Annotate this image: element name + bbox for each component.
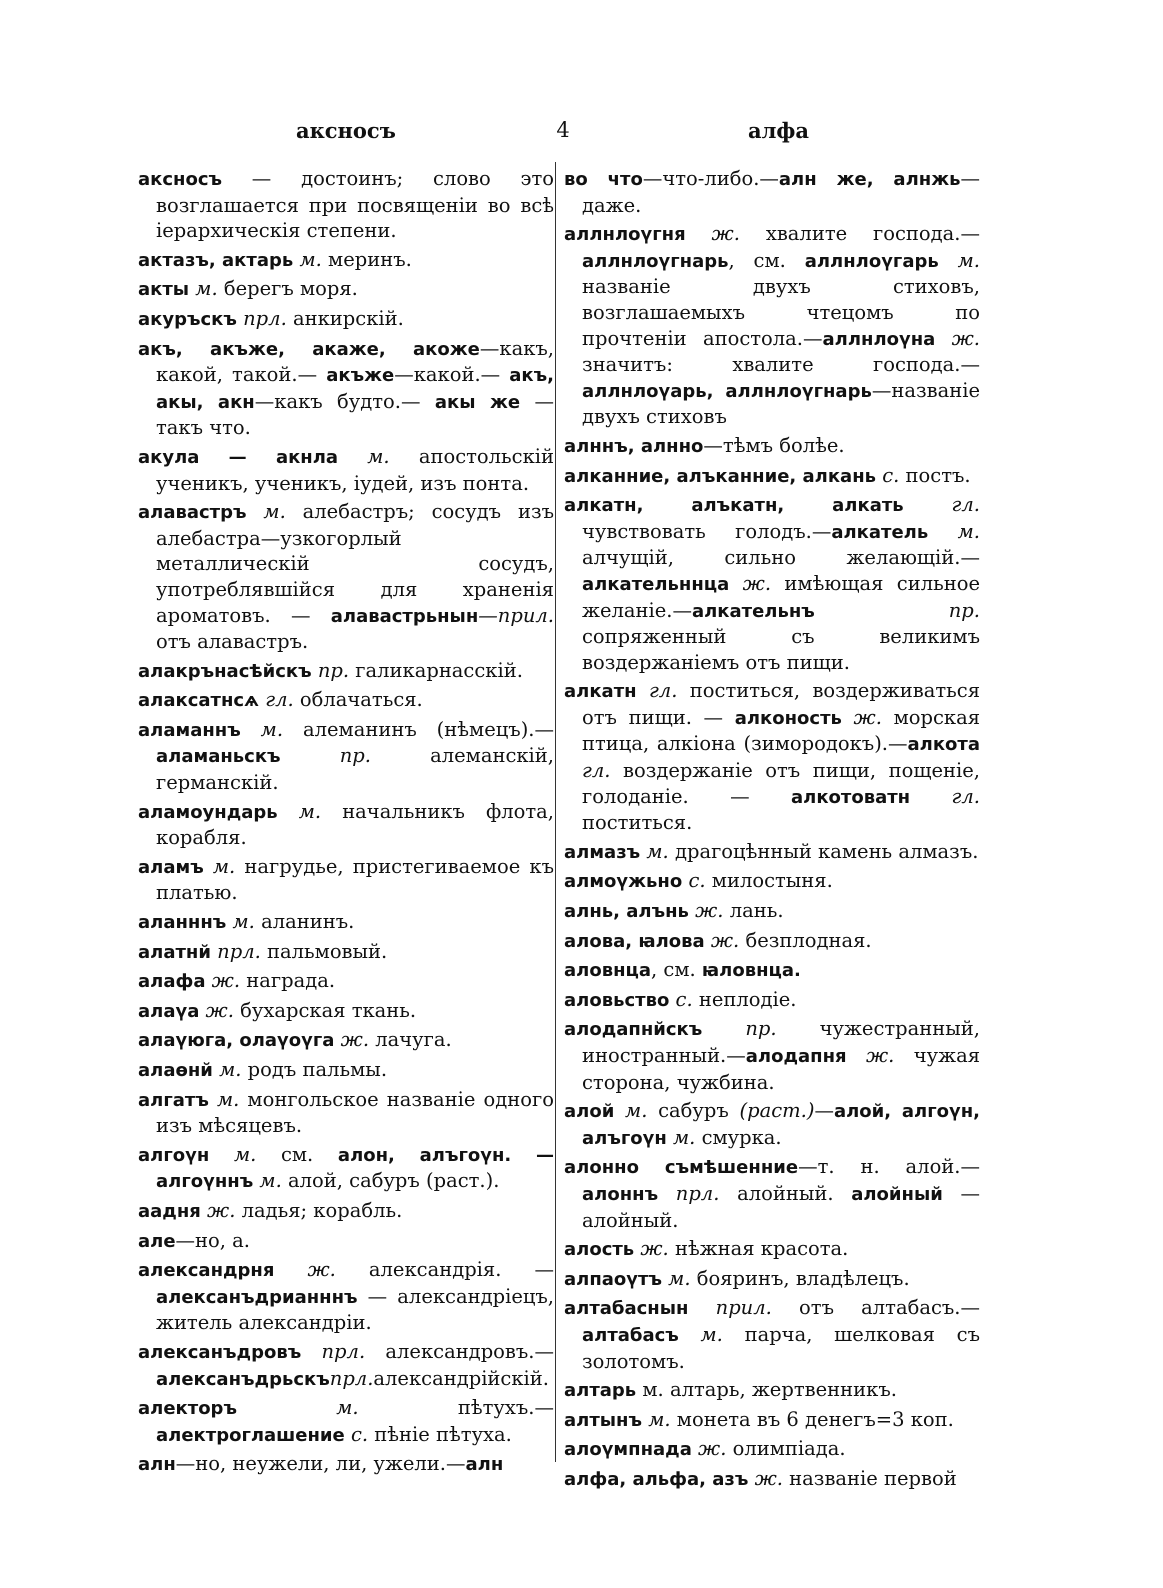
dictionary-entry xyxy=(564,1154,980,1233)
definition-text: алеманскій, германскій. xyxy=(156,744,554,795)
definition-text: поститься. xyxy=(582,811,693,835)
dictionary-entry xyxy=(564,987,980,1014)
headword: алатнй xyxy=(138,941,211,963)
grammar-label: ж. xyxy=(691,1437,727,1461)
definition-text: морская птица, алкіона (зимородокъ).— xyxy=(582,705,980,756)
definition-text: отъ алавастръ. xyxy=(156,630,309,654)
headword: алгоүн xyxy=(138,1144,210,1166)
headword: актазъ, актарь xyxy=(138,249,294,271)
grammar-label: ж. xyxy=(841,705,882,729)
headword: алексанъдрианннъ xyxy=(156,1286,358,1308)
grammar-label: м. xyxy=(212,1058,242,1081)
definition-text: пальмовый. xyxy=(260,939,388,963)
dictionary-entry xyxy=(138,1142,554,1195)
grammar-label: ж. xyxy=(334,1028,370,1052)
headword: алтабаснын xyxy=(564,1298,689,1320)
definition-text: александрійскій. xyxy=(373,1366,549,1390)
headword: алтарь xyxy=(564,1380,637,1402)
headword: алова, ꙗлова xyxy=(564,930,705,952)
definition-text: чужая сторона, чужбина. xyxy=(582,1044,980,1094)
definition-text: апостольскій ученикъ, ученикъ, іудей, изъ понта. xyxy=(156,444,554,495)
headword: алмоүжьно xyxy=(564,871,683,893)
grammar-label: ж. xyxy=(200,1198,236,1222)
definition-text: алебастръ; сосудъ изъ алебастра—узкогорлый металлическій сосудъ, употреблявшійся для храненія ароматовъ. — xyxy=(156,500,554,627)
dictionary-entry xyxy=(564,678,980,836)
definition-text: облачаться. xyxy=(293,688,423,712)
headword: алой, алгоүн, алъгоүн xyxy=(582,1101,980,1149)
headword: акъ, акъже, акаже, акоже xyxy=(138,338,480,360)
grammar-label: прл. xyxy=(329,1366,374,1390)
definition-text: , см. xyxy=(651,958,702,982)
definition-text: анкирскій. xyxy=(286,306,404,330)
headword: алфа, альфа, азъ xyxy=(564,1468,749,1490)
grammar-label: с. xyxy=(876,463,900,487)
headword: акты xyxy=(138,279,190,301)
headword: алексанъдровъ xyxy=(138,1341,302,1363)
dictionary-entry xyxy=(564,1466,980,1493)
dictionary-entry xyxy=(564,1436,980,1463)
headword: алн xyxy=(138,1454,176,1476)
headword: алн xyxy=(465,1454,504,1476)
grammar-label: м. xyxy=(293,247,322,271)
definition-text: олимпіада. xyxy=(726,1437,846,1461)
headword: аксносъ xyxy=(138,169,223,190)
page-number: 4 xyxy=(556,118,570,142)
definition-text: —какъ, какой, такой.— xyxy=(156,336,554,387)
grammar-label: гл. xyxy=(582,759,611,783)
definition-text: —тѣмъ болѣе. xyxy=(703,433,845,457)
right-column xyxy=(564,166,980,1496)
definition-text: поститься, воздерживаться отъ пищи. — xyxy=(582,679,981,729)
left-column xyxy=(138,166,554,1481)
grammar-label: ж. xyxy=(729,571,772,595)
definition-text: —какъ будто.— xyxy=(254,389,435,413)
grammar-label: м. xyxy=(928,519,980,543)
definition-text: названіе первой xyxy=(782,1466,957,1490)
headword: аллнлоүгнарь xyxy=(582,250,729,272)
headword: акула — акнла xyxy=(138,446,339,468)
definition-text: сабуръ xyxy=(647,1099,740,1123)
definition-text: неплодіе. xyxy=(692,987,797,1011)
headword: аллнлоүна xyxy=(822,328,936,350)
dictionary-entry xyxy=(564,868,980,895)
dictionary-entry xyxy=(564,1236,980,1263)
headword: алкотоватн xyxy=(791,786,911,808)
grammar-label: пр. xyxy=(280,744,371,768)
headword: але xyxy=(138,1230,176,1252)
grammar-label: ж. xyxy=(199,998,234,1022)
running-head-left: аксносъ xyxy=(296,118,396,143)
headword: алнь, алънь xyxy=(564,901,689,923)
headword: алннъ, алнно xyxy=(564,435,704,457)
headword: алодапнйскъ xyxy=(564,1019,703,1041)
definition-text: —но, неужели, ли, ужели.— xyxy=(175,1452,466,1476)
headword: алмазъ xyxy=(564,841,641,863)
headword: акъже xyxy=(326,365,395,387)
definition-text: алчущій, сильно желающій.— xyxy=(582,546,980,570)
definition-text: награда. xyxy=(240,969,336,993)
grammar-label: гл. xyxy=(903,493,980,517)
grammar-label: пр. xyxy=(311,658,350,682)
definition-text: — такъ что. xyxy=(156,389,554,440)
headword: алгатъ xyxy=(138,1089,209,1111)
dictionary-entry xyxy=(138,1257,554,1336)
headword: алтынъ xyxy=(564,1409,643,1431)
definition-text: алойный. xyxy=(719,1181,852,1205)
definition-text: воздержаніе отъ пищи, пощеніе, голоданіе. — xyxy=(582,759,980,808)
grammar-label: ж. xyxy=(634,1237,669,1261)
definition-text: нагрудье, пристегиваемое къ платью. xyxy=(156,854,554,905)
dictionary-entry xyxy=(138,1451,554,1478)
dictionary-entry xyxy=(564,1266,980,1293)
definition-text: драгоцѣнный камень алмазъ. xyxy=(668,839,979,863)
headword: алексанъдрьскъ xyxy=(156,1368,330,1390)
dictionary-entry xyxy=(564,166,980,218)
dictionary-entry xyxy=(564,1098,980,1151)
headword: алафа xyxy=(138,971,206,993)
definition-text: лачуга. xyxy=(369,1028,452,1052)
definition-text: чувствовать голодъ.— xyxy=(582,519,832,543)
definition-text: сопряженный съ великимъ воздержаніемъ отъ пищи. xyxy=(582,625,980,674)
definition-text: , см. xyxy=(728,248,805,272)
definition-text: — достоинъ; слово это возглашается при посвященіи во всѣ іерархическія степени. xyxy=(156,167,554,243)
headword: алаүюга, олаүоүга xyxy=(138,1030,335,1052)
definition-text: —названіе двухъ стиховъ xyxy=(582,378,980,429)
headword: алкатн xyxy=(564,681,637,703)
headword: аловнца xyxy=(564,960,652,982)
definition-text: монгольское названіе одного изъ мѣсяцевъ. xyxy=(156,1087,554,1138)
headword: алконость xyxy=(734,707,842,729)
grammar-label: (раст.) xyxy=(739,1099,815,1123)
definition-text: парча, шелковая съ золотомъ. xyxy=(582,1322,980,1373)
headword: аламоундарь xyxy=(138,801,278,823)
column-divider xyxy=(555,162,556,1462)
grammar-label: м. xyxy=(678,1322,723,1346)
dictionary-entry xyxy=(564,1407,980,1434)
definition-text: ладья; корабль. xyxy=(235,1198,403,1222)
definition-text: —что-либо.— xyxy=(642,167,779,190)
headword: аллнлоүгарь xyxy=(804,250,939,272)
grammar-label: м. xyxy=(226,910,255,934)
definition-text: — даже. xyxy=(582,167,980,217)
grammar-label: м. xyxy=(277,799,322,823)
dictionary-entry xyxy=(138,499,554,655)
grammar-label: с. xyxy=(344,1422,369,1446)
grammar-label: ж. xyxy=(688,899,724,923)
definition-text: берегъ моря. xyxy=(217,277,358,301)
headword: алекторъ xyxy=(138,1398,237,1420)
dictionary-entry xyxy=(138,1087,554,1139)
grammar-label: ж. xyxy=(685,222,740,246)
headword: алкательнъ xyxy=(691,600,815,622)
dictionary-entry xyxy=(138,276,554,303)
headword: алавастрьнын xyxy=(330,605,479,627)
headword: акъ, акы, акн xyxy=(156,365,554,413)
headword: аланннъ xyxy=(138,912,227,934)
dictionary-entry xyxy=(138,1198,554,1225)
grammar-label: м. xyxy=(614,1099,648,1123)
grammar-label: ж. xyxy=(704,928,740,952)
headword: аллнлоүарь, аллнлоүгнарь xyxy=(582,380,872,402)
dictionary-entry xyxy=(138,1339,554,1392)
headword: алон, алъгоүн. — алгоүннъ xyxy=(156,1144,554,1193)
definition-text: александровъ.— xyxy=(365,1339,554,1363)
dictionary-entry xyxy=(564,1016,980,1095)
grammar-label: ж. xyxy=(205,969,241,993)
dictionary-entry xyxy=(138,854,554,906)
dictionary-entry xyxy=(138,658,554,685)
headword: алтабасъ xyxy=(582,1324,679,1346)
grammar-label: м. xyxy=(338,444,390,468)
definition-text: смурка. xyxy=(695,1125,782,1149)
headword: александрня xyxy=(138,1260,275,1282)
dictionary-entry xyxy=(138,1057,554,1084)
dictionary-entry xyxy=(138,909,554,936)
headword: алоүмпнада xyxy=(564,1439,692,1461)
grammar-label: гл. xyxy=(259,688,294,712)
grammar-label: м. xyxy=(661,1266,691,1290)
grammar-label: м. xyxy=(640,839,669,863)
definition-text: аланинъ. xyxy=(254,910,355,934)
headword: аадня xyxy=(138,1200,201,1222)
dictionary-entry xyxy=(564,839,980,866)
definition-text: —т. н. алой.— xyxy=(798,1155,981,1179)
headword: алн же, алнжь xyxy=(778,169,961,190)
definition-text: алеманинъ (нѣмецъ).— xyxy=(283,717,554,741)
dictionary-entry xyxy=(138,968,554,995)
headword: алонно съмѣшенние xyxy=(564,1157,799,1179)
dictionary-entry xyxy=(138,939,554,966)
grammar-label: прил. xyxy=(688,1296,772,1320)
dictionary-entry xyxy=(138,306,554,333)
dictionary-entry xyxy=(564,433,980,460)
headword: во что xyxy=(564,169,643,190)
definition-text: александрія. — xyxy=(335,1258,554,1282)
definition-text: монета въ 6 денегъ=3 коп. xyxy=(670,1407,954,1431)
dictionary-entry xyxy=(138,1228,554,1255)
headword: акы же xyxy=(434,391,521,413)
grammar-label: м. xyxy=(203,854,236,878)
headword: алакрънасѣйскъ xyxy=(138,660,312,682)
definition-text: см. xyxy=(256,1142,338,1166)
grammar-label: ж. xyxy=(274,1258,336,1282)
dictionary-entry xyxy=(138,717,554,796)
dictionary-entry xyxy=(564,1377,980,1404)
definition-text: пѣніе пѣтуха. xyxy=(368,1422,512,1446)
dictionary-entry xyxy=(564,957,980,984)
definition-text: —но, а. xyxy=(175,1228,251,1252)
dictionary-entry xyxy=(138,1395,554,1448)
headword: алканние, алъканние, алкань xyxy=(564,465,877,487)
headword: аллнлоүгня xyxy=(564,224,686,246)
headword: алкательннца xyxy=(582,573,730,595)
grammar-label: м. xyxy=(938,248,980,272)
dictionary-entry xyxy=(138,247,554,274)
grammar-label: м. xyxy=(208,1087,240,1111)
grammar-label: ж. xyxy=(846,1044,895,1067)
dictionary-entry xyxy=(564,221,980,430)
grammar-label: пр. xyxy=(702,1017,777,1041)
definition-text: —какой.— xyxy=(394,363,510,387)
definition-text: бояринъ, владѣлецъ. xyxy=(690,1266,910,1290)
headword: алкота xyxy=(907,734,980,756)
dictionary-entry xyxy=(138,444,554,496)
definition-text: — алойный. xyxy=(582,1181,980,1232)
definition-text: м. алтарь, жертвенникъ. xyxy=(636,1378,897,1402)
headword: ꙗловнца. xyxy=(701,960,801,982)
definition-text: имѣющая сильное желаніе.— xyxy=(582,571,980,622)
grammar-label: м. xyxy=(189,277,218,301)
dictionary-entry xyxy=(564,928,980,955)
grammar-label: прл. xyxy=(301,1339,366,1363)
grammar-label: м. xyxy=(240,717,284,741)
headword: алойный xyxy=(851,1183,943,1205)
grammar-label: прл. xyxy=(210,939,261,963)
headword: алость xyxy=(564,1239,635,1261)
definition-text: постъ. xyxy=(899,463,971,487)
dictionary-entry xyxy=(138,799,554,851)
grammar-label: с. xyxy=(682,869,706,893)
grammar-label: м. xyxy=(253,1169,282,1193)
headword: алаүа xyxy=(138,1000,200,1022)
headword: аловьство xyxy=(564,989,670,1011)
dictionary-entry xyxy=(138,687,554,714)
definition-text: галикарнасскій. xyxy=(349,658,523,682)
headword: алой xyxy=(564,1101,615,1123)
running-head-right: алфа xyxy=(748,118,809,143)
definition-text: милостыня. xyxy=(705,869,833,893)
definition-text: пѣтухъ.— xyxy=(358,1396,554,1420)
grammar-label: гл. xyxy=(636,679,678,703)
dictionary-entry xyxy=(564,463,980,490)
definition-text: начальникъ флота, корабля. xyxy=(156,799,554,850)
grammar-label: прл. xyxy=(236,306,287,330)
definition-text: родъ пальмы. xyxy=(241,1058,388,1081)
headword: алоннъ xyxy=(582,1183,659,1205)
headword: аламаннъ xyxy=(138,719,241,741)
dictionary-entry xyxy=(138,166,554,244)
definition-text: безплодная. xyxy=(739,928,872,952)
dictionary-entry xyxy=(564,1295,980,1374)
definition-text: — александріецъ, житель александріи. xyxy=(156,1284,554,1335)
headword: алаѳнй xyxy=(138,1060,213,1081)
definition-text: — xyxy=(814,1099,834,1123)
definition-text: хвалите господа.— xyxy=(739,222,980,246)
headword: алкатн, алъкатн, алкать xyxy=(564,495,904,517)
headword: алкатель xyxy=(831,521,929,543)
definition-text: бухарская ткань. xyxy=(233,998,417,1022)
grammar-label: ж. xyxy=(935,326,980,350)
headword: аламъ xyxy=(138,856,204,878)
definition-text: меринъ. xyxy=(321,247,412,271)
grammar-label: м. xyxy=(642,1407,671,1431)
grammar-label: —прил. xyxy=(478,603,554,627)
dictionary-entry xyxy=(138,336,554,441)
grammar-label: м. xyxy=(236,1396,359,1420)
grammar-label: прл. xyxy=(658,1181,720,1205)
definition-text: отъ алтабасъ.— xyxy=(771,1296,980,1320)
dictionary-entry xyxy=(564,492,980,675)
headword: акуръскъ xyxy=(138,308,237,330)
definition-text: значитъ: хвалите господа.— xyxy=(582,353,980,377)
headword: алодапня xyxy=(745,1046,847,1067)
definition-text: нѣжная красота. xyxy=(668,1237,849,1261)
headword: алаксатнсѧ xyxy=(138,690,260,712)
grammar-label: гл. xyxy=(910,784,980,808)
headword: алавастръ xyxy=(138,502,247,524)
headword: алектроглашение xyxy=(156,1424,345,1446)
headword: аламаньскъ xyxy=(156,746,281,768)
definition-text: названіе двухъ стиховъ, возглашаемыхъ чтецомъ по прочтеніи апостола.— xyxy=(582,275,980,350)
definition-text: лань. xyxy=(723,899,784,923)
definition-text: чужестранный, иностранный.— xyxy=(582,1017,980,1067)
grammar-label: м. xyxy=(246,500,286,524)
grammar-label: ж. xyxy=(748,1466,783,1490)
grammar-label: м. xyxy=(209,1142,257,1166)
grammar-label: пр. xyxy=(814,598,980,622)
headword: алпаоүтъ xyxy=(564,1268,662,1290)
dictionary-entry xyxy=(564,898,980,925)
grammar-label: с. xyxy=(669,987,693,1011)
dictionary-entry xyxy=(138,998,554,1025)
dictionary-entry xyxy=(138,1027,554,1054)
definition-text: алой, сабуръ (раст.). xyxy=(281,1169,500,1193)
grammar-label: м. xyxy=(666,1125,696,1149)
